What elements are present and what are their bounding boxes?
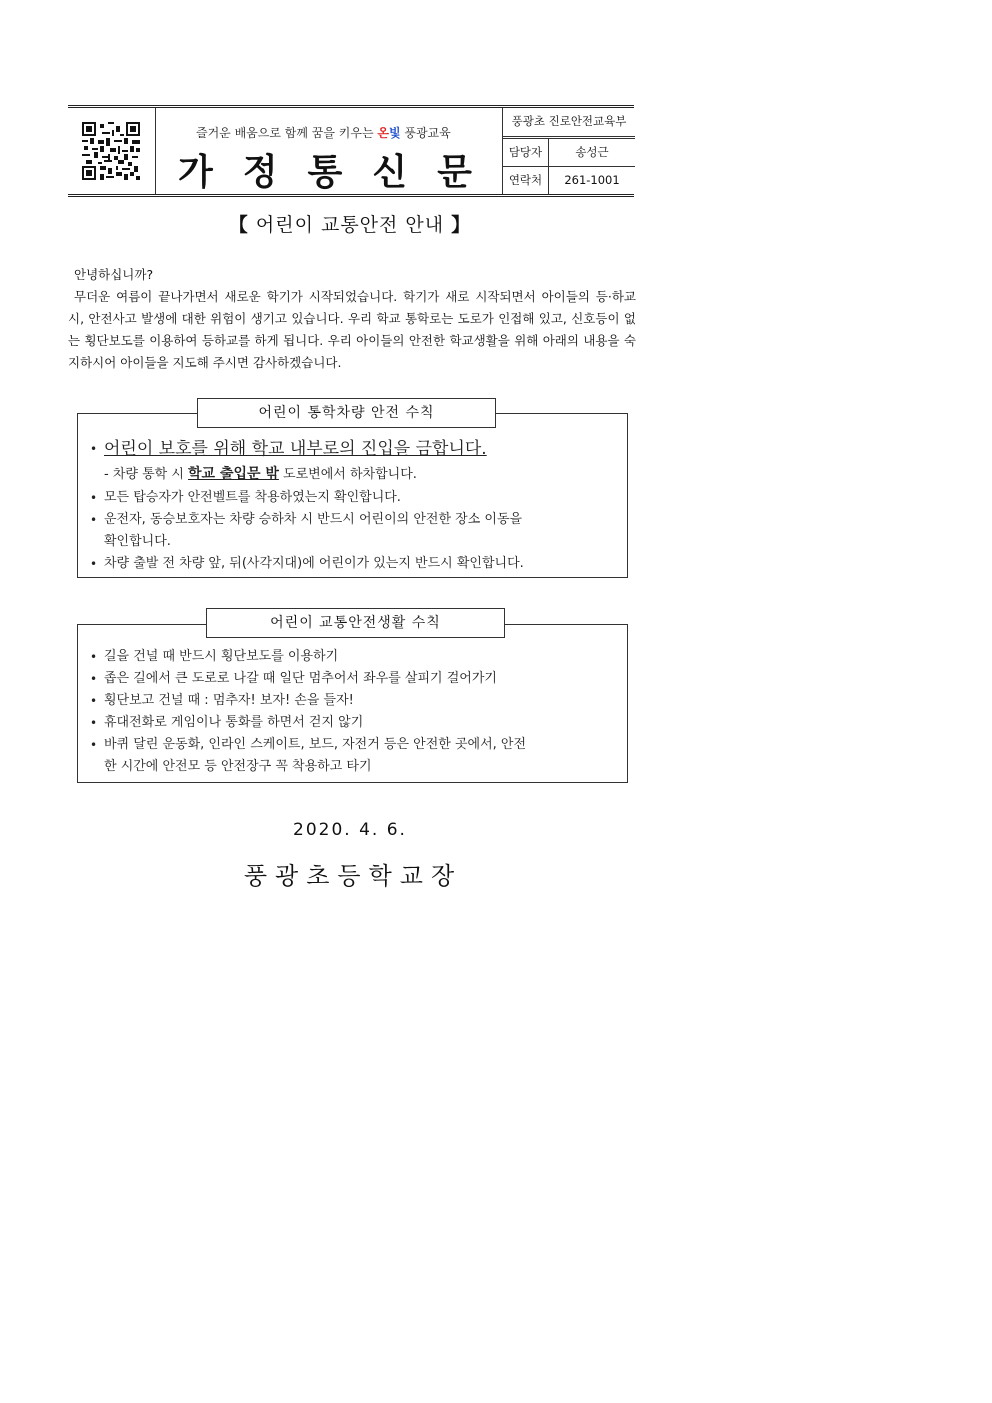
greeting: 안녕하십니까?	[74, 267, 154, 282]
list-subitem	[90, 462, 616, 487]
list-item-text: 운전자, 동승보호자는 차량 승하차 시 반드시 어린이의 안전한 장소 이동을	[104, 512, 523, 527]
bullet-icon: •	[90, 442, 98, 456]
list-item	[90, 553, 616, 575]
list-item	[90, 646, 616, 668]
document-title	[0, 210, 700, 237]
bullet-icon: •	[90, 557, 98, 571]
list-item-continuation: 한 시간에 안전모 등 안전장구 꼭 착용하고 타기	[104, 759, 372, 774]
newsletter-header	[68, 105, 634, 197]
list-item-text: 어린이 보호를 위해 학교 내부로의 진입을 금합니다.	[104, 439, 487, 459]
list-item	[90, 690, 616, 712]
intro-section	[68, 264, 636, 374]
info-table	[502, 108, 634, 194]
vehicle-safety-list	[90, 436, 616, 575]
bullet-icon: •	[90, 694, 98, 708]
contact-row	[503, 166, 635, 194]
newsletter-title: 가정통신문	[178, 152, 502, 193]
bullet-icon: •	[90, 738, 98, 752]
list-item	[90, 668, 616, 690]
bullet-icon: •	[90, 650, 98, 664]
list-item-continuation: 확인합니다.	[104, 534, 171, 549]
slogan-text-end: 풍광교육	[400, 126, 451, 140]
bracket-close: 】	[451, 214, 472, 236]
list-item	[90, 509, 616, 531]
slogan-bit: 빛	[388, 126, 401, 140]
list-item-text: 차량 출발 전 차량 앞, 뒤(사각지대)에 어린이가 있는지 반드시 확인합니다.	[104, 556, 524, 571]
list-item-text: 바퀴 달린 운동화, 인라인 스케이트, 보드, 자전거 등은 안전한 곳에서, 안전	[104, 737, 527, 752]
manager-label: 담당자	[503, 138, 549, 166]
list-item	[90, 734, 616, 756]
subitem-emphasis: 학교 출입문 밖	[188, 466, 279, 482]
list-item	[90, 487, 616, 509]
vehicle-safety-heading: 어린이 통학차량 안전 수칙	[197, 398, 496, 428]
school-principal: 풍광초등학교장	[243, 862, 463, 890]
list-item-text: 모든 탑승자가 안전벨트를 착용하였는지 확인합니다.	[104, 490, 401, 505]
list-item-text: 좁은 길에서 큰 도로로 나갈 때 일단 멈추어서 좌우를 살피기 걸어가기	[104, 671, 497, 686]
contact-value: 261-1001	[564, 173, 620, 187]
bullet-icon: •	[90, 672, 98, 686]
bullet-icon: •	[90, 513, 98, 527]
list-item-text: 휴대전화로 게임이나 통화를 하면서 걷지 않기	[104, 715, 364, 730]
traffic-safety-list	[90, 646, 616, 778]
list-item-text: 길을 건널 때 반드시 횡단보도를 이용하기	[104, 649, 339, 664]
bullet-icon: •	[90, 491, 98, 505]
subitem-text: - 차량 통학 시	[104, 467, 189, 482]
list-item-text: 횡단보고 건널 때 : 멈추자! 보자! 손을 들자!	[104, 693, 354, 708]
slogan-on: 온	[377, 126, 389, 140]
slogan-text: 즐거운 배움으로 함께 꿈을 키우는	[196, 126, 378, 140]
document-title-text: 어린이 교통안전 안내	[255, 214, 445, 236]
bracket-open: 【	[228, 214, 249, 236]
issue-date: 2020. 4. 6.	[293, 820, 407, 840]
bullet-icon: •	[90, 716, 98, 730]
contact-label: 연락처	[503, 166, 549, 194]
traffic-safety-heading: 어린이 교통안전생활 수칙	[206, 608, 505, 638]
slogan	[196, 124, 496, 141]
list-item	[90, 436, 616, 462]
manager-value: 송성근	[575, 145, 609, 159]
subitem-text-end: 도로변에서 하차합니다.	[278, 467, 417, 482]
title-cell	[156, 108, 502, 194]
list-item	[90, 712, 616, 734]
manager-row	[503, 138, 635, 167]
dept-name: 풍광초 진로안전교육부	[503, 108, 635, 139]
intro-body: 무더운 여름이 끝나가면서 새로운 학기가 시작되었습니다. 학기가 새로 시작되면서 아이들의 등·하교 시, 안전사고 발생에 대한 위험이 생기고 있습니다. 우리 학교 통학로는 도로가 인접해 있고, 신호등이 없는 횡단보도를 이용하여 등하교를 하게 됩니다. 우리 아이들의 안전한 학교생활을 위해 아래의 내용을 숙지하시어 아이들을 지도해 주시면 감사하겠습니다.	[68, 289, 636, 370]
qr-code-icon	[82, 122, 140, 180]
qr-cell	[68, 108, 156, 194]
